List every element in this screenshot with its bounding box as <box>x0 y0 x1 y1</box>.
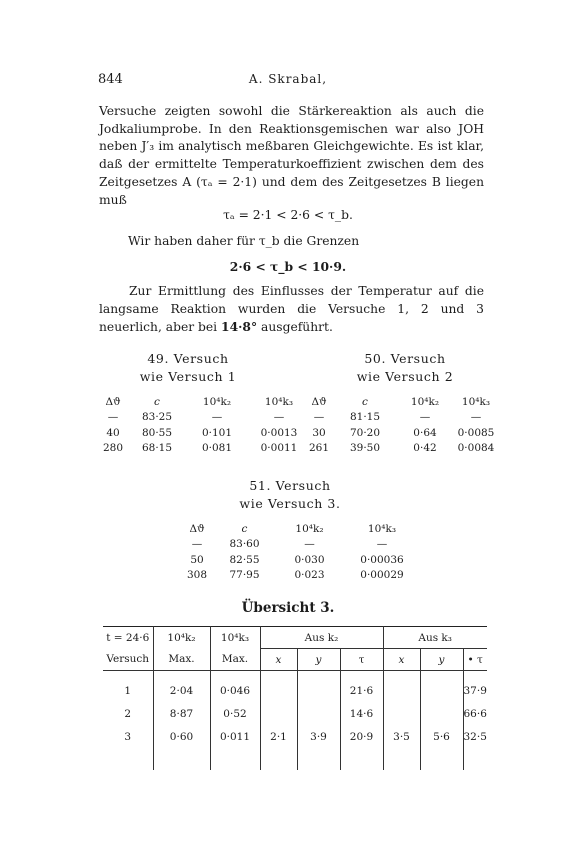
table-cell: 0·0085 <box>457 426 495 439</box>
table-cell: 0·0013 <box>260 426 298 439</box>
table-cell: — <box>313 411 325 424</box>
table-cell: 83·25 <box>141 411 173 424</box>
column-header: 10⁴k₂ <box>410 395 440 408</box>
table-cell: 2·04 <box>153 679 210 702</box>
table-tail-row <box>103 748 487 770</box>
table-cell: 3·9 <box>297 725 340 748</box>
table-cell: — <box>470 411 482 424</box>
table-cell: 0·00029 <box>360 569 404 582</box>
versuch51-subtitle: wie Versuch 3. <box>239 495 341 511</box>
paragraph-limits: Wir haben daher für τ_b die Grenzen <box>128 234 360 248</box>
versuch50-subtitle: wie Versuch 2 <box>356 368 454 384</box>
table-cell: 80·55 <box>141 426 173 439</box>
table-cell <box>420 679 463 702</box>
table-cell: — <box>304 538 315 551</box>
paragraph-intro: Versuche zeigten sowohl die Stärkereaktion als auch die Jodkaliumprobe. In den Reaktionsgemischen war also JOH neben J′₃ im analytisch meßbaren Gleichgewichte. Es ist klar, daß der ermittelte Temperaturkoeffizient zwischen dem des Zeitgesetzes A (τₐ = 2·1) und dem des Zeitgesetzes B liegen muß <box>99 104 484 207</box>
header-versuch: Versuch <box>103 649 153 671</box>
header-k2: 10⁴k₂ <box>153 627 210 649</box>
table-cell: 0·0084 <box>457 442 495 455</box>
table-cell <box>420 702 463 725</box>
header-t: t = 24·6 <box>103 627 153 649</box>
table-row <box>98 441 310 457</box>
header-x-k3: x <box>383 649 420 671</box>
table-cell: 37·9 <box>463 684 487 697</box>
table-header-row <box>98 394 310 410</box>
column-header: c <box>154 395 160 408</box>
running-header: A. Skrabal, <box>248 72 328 86</box>
formula-tau-inequality: τₐ = 2·1 < 2·6 < τ_b. <box>223 208 353 222</box>
table-row <box>182 552 422 568</box>
table-row <box>103 679 487 702</box>
table-cell <box>260 679 297 702</box>
table-cell <box>383 702 420 725</box>
header-aus-k2: Aus k₂ <box>260 627 383 649</box>
table-cell: 0·0011 <box>260 442 298 455</box>
uebersicht-title: Übersicht 3. <box>241 600 335 616</box>
column-header: 10⁴k₂ <box>202 395 232 408</box>
table-cell: 0·011 <box>210 725 260 748</box>
table-cell: 3·5 <box>383 725 420 748</box>
versuch51-heading <box>220 477 360 512</box>
table-cell: 50 <box>190 553 204 566</box>
header-tau-k2: τ <box>340 649 383 671</box>
table-cell: 0·081 <box>201 442 233 455</box>
table-cell: 0·42 <box>413 442 437 455</box>
table-cell: 2 <box>103 702 153 725</box>
table-cell: — <box>273 411 285 424</box>
table-row <box>103 725 487 748</box>
header-k2-max: Max. <box>153 649 210 671</box>
table-cell: 82·55 <box>229 553 260 566</box>
column-header: 10⁴k₃ <box>461 395 491 408</box>
header-y-k2: y <box>297 649 340 671</box>
column-header: Δϑ <box>105 395 121 408</box>
table-cell: 39·50 <box>349 442 381 455</box>
column-header: 10⁴k₃ <box>367 522 397 535</box>
table-cell: 81·15 <box>349 411 381 424</box>
versuch51-table <box>182 521 422 583</box>
table-cell: 70·20 <box>349 426 381 439</box>
spacer-row <box>103 671 487 680</box>
table-row <box>182 568 422 584</box>
table-cell: — <box>107 411 119 424</box>
column-header: c <box>362 395 368 408</box>
versuch49-subtitle: wie Versuch 1 <box>139 368 237 384</box>
table-cell: 3 <box>103 725 153 748</box>
versuch51-title: 51. Versuch <box>249 478 331 493</box>
table-cell: 66·6 <box>463 707 487 720</box>
versuch49-title: 49. Versuch <box>147 351 229 366</box>
versuch50-title: 50. Versuch <box>364 351 446 366</box>
table-cell: 2·1 <box>260 725 297 748</box>
table-cell: 40 <box>106 426 120 439</box>
table-row <box>103 702 487 725</box>
table-cell: 77·95 <box>229 569 260 582</box>
table-cell: — <box>191 538 203 551</box>
table-cell: 0·101 <box>201 426 233 439</box>
table-cell: 0·60 <box>153 725 210 748</box>
table-cell <box>383 679 420 702</box>
table-row <box>98 410 310 426</box>
table-cell: 5·6 <box>420 725 463 748</box>
table-row <box>182 537 422 553</box>
column-header: c <box>241 522 248 535</box>
column-header: 10⁴k₂ <box>295 522 324 535</box>
table-cell: — <box>376 538 388 551</box>
table-cell: 0·00036 <box>360 553 404 566</box>
table-cell: 68·15 <box>141 442 173 455</box>
table-cell <box>260 702 297 725</box>
table-cell: 0·023 <box>294 569 325 582</box>
uebersicht-table <box>103 626 487 770</box>
table-cell: 32·5 <box>463 730 487 743</box>
versuch50-table <box>303 394 497 456</box>
table-cell: 0·64 <box>413 426 437 439</box>
versuch49-table <box>98 394 310 456</box>
header-aus-k3: Aus k₃ <box>383 627 487 649</box>
header-x-k2: x <box>260 649 297 671</box>
header-k3: 10⁴k₃ <box>210 627 260 649</box>
paragraph-temperature <box>99 283 484 337</box>
formula-limits: 2·6 < τ_b < 10·9. <box>229 259 347 274</box>
table-cell: 280 <box>102 442 124 455</box>
table-row <box>98 425 310 441</box>
table-cell: 261 <box>308 442 330 455</box>
table-cell: — <box>419 411 431 424</box>
column-header: 10⁴k₃ <box>264 395 294 408</box>
column-header: Δϑ <box>311 395 327 408</box>
table-cell: 0·046 <box>210 679 260 702</box>
table-cell: 308 <box>186 569 208 582</box>
table-row <box>303 410 497 426</box>
table-cell: 83·60 <box>229 538 260 551</box>
table-row <box>303 425 497 441</box>
table-cell: — <box>211 411 223 424</box>
column-header: Δϑ <box>189 522 205 535</box>
table-cell: 20·9 <box>340 725 383 748</box>
table-cell: 1 <box>103 679 153 702</box>
table-cell: 14·6 <box>340 702 383 725</box>
table-cell: 21·6 <box>340 679 383 702</box>
table-cell <box>297 679 340 702</box>
table-cell: 0·52 <box>210 702 260 725</box>
header-y-k3: y <box>420 649 463 671</box>
table-cell: 30 <box>312 426 326 439</box>
paragraph-temperature-text-b: ausgeführt. <box>257 320 333 335</box>
table-row <box>303 441 497 457</box>
table-cell: 8·87 <box>153 702 210 725</box>
table-cell <box>297 702 340 725</box>
versuch49-heading <box>118 350 258 385</box>
header-k3-max: Max. <box>210 649 260 671</box>
table-header-row <box>182 521 422 537</box>
page-number: 844 <box>98 72 123 87</box>
versuch50-heading <box>320 350 490 385</box>
temperature-value: 14·8° <box>221 319 258 335</box>
paragraph-temperature-text-a: Zur Ermittlung des Einflusses der Temperatur auf die langsame Reaktion wurden die Versuche 1, 2 und 3 neuerlich, aber bei <box>99 284 484 335</box>
header-tau-k3: • τ <box>463 649 487 671</box>
table-header-row <box>303 394 497 410</box>
table-cell: 0·030 <box>294 553 325 566</box>
